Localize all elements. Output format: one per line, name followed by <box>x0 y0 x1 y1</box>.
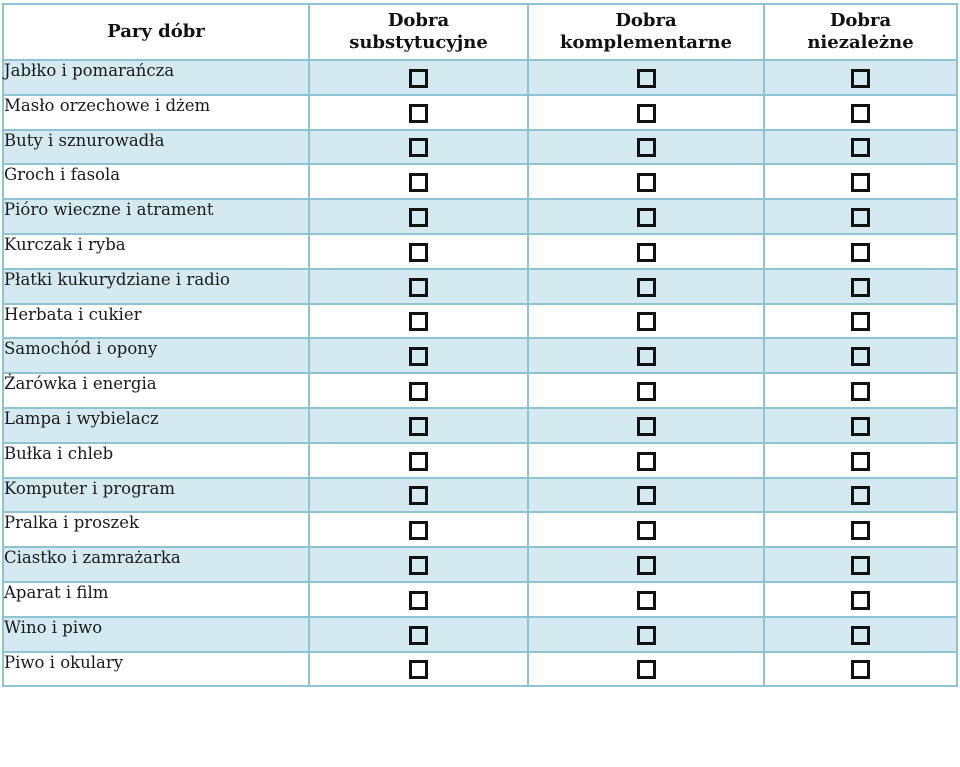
independent-cell <box>764 338 957 373</box>
independent-cell <box>764 130 957 165</box>
table-row <box>3 478 957 513</box>
table-row <box>3 304 957 339</box>
complement-cell <box>528 443 764 478</box>
independent-checkbox[interactable] <box>851 138 870 157</box>
goods-classification-table <box>2 3 958 687</box>
complement-checkbox[interactable] <box>637 556 656 575</box>
substitute-checkbox[interactable] <box>409 660 428 679</box>
substitute-checkbox[interactable] <box>409 452 428 471</box>
independent-checkbox[interactable] <box>851 243 870 262</box>
substitute-cell <box>309 199 528 234</box>
substitute-cell <box>309 130 528 165</box>
complement-checkbox[interactable] <box>637 626 656 645</box>
independent-checkbox[interactable] <box>851 660 870 679</box>
independent-checkbox[interactable] <box>851 173 870 192</box>
independent-cell <box>764 60 957 95</box>
substitute-cell <box>309 60 528 95</box>
table-row <box>3 95 957 130</box>
independent-checkbox[interactable] <box>851 556 870 575</box>
independent-checkbox[interactable] <box>851 452 870 471</box>
table-body <box>3 60 957 686</box>
substitute-cell <box>309 408 528 443</box>
table-row <box>3 582 957 617</box>
independent-checkbox[interactable] <box>851 486 870 505</box>
substitute-cell <box>309 234 528 269</box>
independent-checkbox[interactable] <box>851 382 870 401</box>
substitute-cell <box>309 652 528 687</box>
complement-checkbox[interactable] <box>637 417 656 436</box>
substitute-checkbox[interactable] <box>409 591 428 610</box>
table-row <box>3 512 957 547</box>
independent-checkbox[interactable] <box>851 347 870 366</box>
complement-cell <box>528 478 764 513</box>
table-row <box>3 547 957 582</box>
complement-checkbox[interactable] <box>637 69 656 88</box>
independent-cell <box>764 652 957 687</box>
header-independent <box>764 4 957 60</box>
substitute-checkbox[interactable] <box>409 626 428 645</box>
complement-cell <box>528 164 764 199</box>
header-independent-line2: niezależne <box>807 32 914 53</box>
header-pair <box>3 4 309 60</box>
goods-pair-label: Herbata i cukier <box>3 304 309 339</box>
substitute-cell <box>309 617 528 652</box>
substitute-checkbox[interactable] <box>409 138 428 157</box>
complement-checkbox[interactable] <box>637 486 656 505</box>
complement-cell <box>528 547 764 582</box>
complement-checkbox[interactable] <box>637 104 656 123</box>
substitute-checkbox[interactable] <box>409 173 428 192</box>
table-row <box>3 652 957 687</box>
independent-cell <box>764 617 957 652</box>
substitute-checkbox[interactable] <box>409 382 428 401</box>
goods-pair-label: Kurczak i ryba <box>3 234 309 269</box>
complement-checkbox[interactable] <box>637 382 656 401</box>
complement-cell <box>528 373 764 408</box>
goods-pair-label: Komputer i program <box>3 478 309 513</box>
independent-checkbox[interactable] <box>851 626 870 645</box>
complement-checkbox[interactable] <box>637 208 656 227</box>
complement-checkbox[interactable] <box>637 521 656 540</box>
substitute-checkbox[interactable] <box>409 104 428 123</box>
independent-checkbox[interactable] <box>851 278 870 297</box>
table-row <box>3 234 957 269</box>
header-substitutes <box>309 4 528 60</box>
independent-cell <box>764 408 957 443</box>
independent-cell <box>764 95 957 130</box>
header-complements <box>528 4 764 60</box>
complement-cell <box>528 338 764 373</box>
goods-pair-label: Bułka i chleb <box>3 443 309 478</box>
table-row <box>3 269 957 304</box>
complement-checkbox[interactable] <box>637 243 656 262</box>
header-complements-line1: Dobra <box>615 10 677 31</box>
substitute-checkbox[interactable] <box>409 556 428 575</box>
substitute-checkbox[interactable] <box>409 347 428 366</box>
complement-checkbox[interactable] <box>637 660 656 679</box>
independent-cell <box>764 164 957 199</box>
goods-pair-label: Pióro wieczne i atrament <box>3 199 309 234</box>
goods-pair-label: Piwo i okulary <box>3 652 309 687</box>
complement-checkbox[interactable] <box>637 312 656 331</box>
independent-cell <box>764 547 957 582</box>
goods-pair-label: Masło orzechowe i dżem <box>3 95 309 130</box>
header-substitutes-line1: Dobra <box>387 10 450 31</box>
substitute-cell <box>309 95 528 130</box>
goods-pair-label: Jabłko i pomarańcza <box>3 60 309 95</box>
complement-cell <box>528 269 764 304</box>
substitute-cell <box>309 373 528 408</box>
substitute-checkbox[interactable] <box>409 312 428 331</box>
substitute-cell <box>309 512 528 547</box>
header-independent-line1: Dobra <box>829 10 892 31</box>
independent-checkbox[interactable] <box>851 208 870 227</box>
substitute-cell <box>309 547 528 582</box>
complement-cell <box>528 234 764 269</box>
complement-checkbox[interactable] <box>637 591 656 610</box>
header-substitutes-line2: substytucyjne <box>349 32 488 53</box>
substitute-cell <box>309 478 528 513</box>
independent-checkbox[interactable] <box>851 312 870 331</box>
independent-checkbox[interactable] <box>851 521 870 540</box>
independent-cell <box>764 199 957 234</box>
complement-cell <box>528 408 764 443</box>
goods-pair-label: Ciastko i zamrażarka <box>3 547 309 582</box>
table-row <box>3 338 957 373</box>
substitute-cell <box>309 269 528 304</box>
header-pair-label: Pary dóbr <box>107 21 205 42</box>
goods-pair-label: Aparat i film <box>3 582 309 617</box>
independent-cell <box>764 234 957 269</box>
header-row <box>3 4 957 60</box>
independent-checkbox[interactable] <box>851 417 870 436</box>
substitute-checkbox[interactable] <box>409 208 428 227</box>
table-row <box>3 373 957 408</box>
substitute-cell <box>309 338 528 373</box>
substitute-checkbox[interactable] <box>409 486 428 505</box>
table-row <box>3 130 957 165</box>
complement-checkbox[interactable] <box>637 173 656 192</box>
independent-checkbox[interactable] <box>851 591 870 610</box>
complement-checkbox[interactable] <box>637 138 656 157</box>
complement-cell <box>528 512 764 547</box>
substitute-cell <box>309 164 528 199</box>
complement-checkbox[interactable] <box>637 452 656 471</box>
independent-cell <box>764 373 957 408</box>
independent-cell <box>764 512 957 547</box>
substitute-checkbox[interactable] <box>409 69 428 88</box>
substitute-cell <box>309 443 528 478</box>
goods-pair-label: Lampa i wybielacz <box>3 408 309 443</box>
independent-cell <box>764 269 957 304</box>
complement-cell <box>528 130 764 165</box>
complement-checkbox[interactable] <box>637 347 656 366</box>
goods-pair-label: Groch i fasola <box>3 164 309 199</box>
independent-cell <box>764 582 957 617</box>
substitute-checkbox[interactable] <box>409 278 428 297</box>
complement-cell <box>528 652 764 687</box>
complement-checkbox[interactable] <box>637 278 656 297</box>
table-row <box>3 617 957 652</box>
complement-cell <box>528 199 764 234</box>
complement-cell <box>528 95 764 130</box>
table-row <box>3 60 957 95</box>
substitute-checkbox[interactable] <box>409 521 428 540</box>
goods-pair-label: Samochód i opony <box>3 338 309 373</box>
substitute-cell <box>309 582 528 617</box>
independent-checkbox[interactable] <box>851 104 870 123</box>
goods-pair-label: Żarówka i energia <box>3 373 309 408</box>
complement-cell <box>528 60 764 95</box>
goods-pair-label: Buty i sznurowadła <box>3 130 309 165</box>
header-complements-line2: komplementarne <box>560 32 732 53</box>
substitute-checkbox[interactable] <box>409 243 428 262</box>
complement-cell <box>528 617 764 652</box>
table-row <box>3 443 957 478</box>
complement-cell <box>528 582 764 617</box>
independent-checkbox[interactable] <box>851 69 870 88</box>
table-row <box>3 408 957 443</box>
independent-cell <box>764 478 957 513</box>
independent-cell <box>764 443 957 478</box>
table-row <box>3 164 957 199</box>
substitute-cell <box>309 304 528 339</box>
goods-pair-label: Pralka i proszek <box>3 512 309 547</box>
complement-cell <box>528 304 764 339</box>
goods-pair-label: Płatki kukurydziane i radio <box>3 269 309 304</box>
substitute-checkbox[interactable] <box>409 417 428 436</box>
table-row <box>3 199 957 234</box>
independent-cell <box>764 304 957 339</box>
goods-pair-label: Wino i piwo <box>3 617 309 652</box>
